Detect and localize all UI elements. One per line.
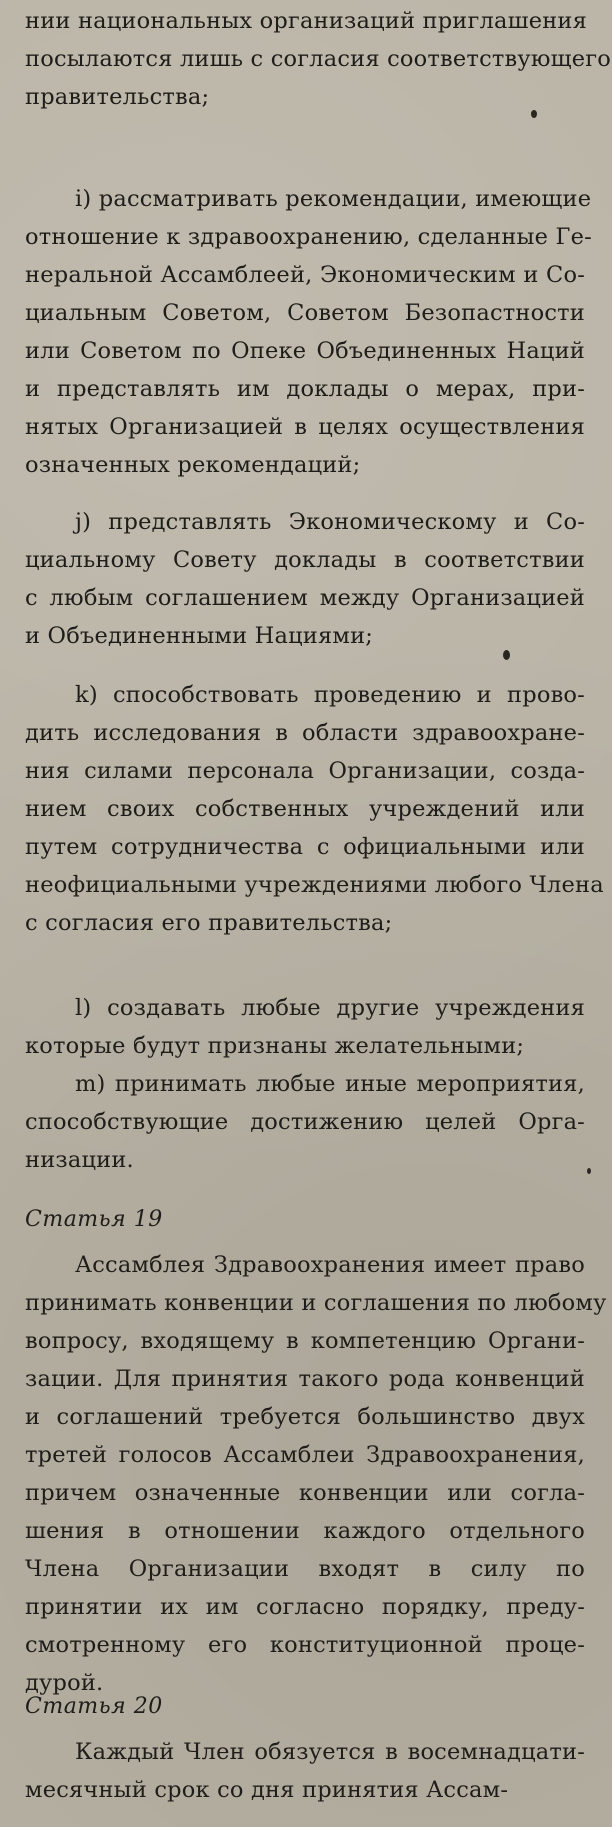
text-line: l) создавать любые другие учреждения [75,995,585,1021]
text-line: принятии их им согласно порядку, преду- [25,1594,585,1620]
text-line: означенных рекомендаций; [25,452,361,478]
text-line: смотренному его конституционной проце- [25,1632,585,1658]
text-line: j) представлять Экономическому и Со- [75,509,585,535]
text-line: неофициальными учреждениями любого Члена [25,872,604,898]
text-line: Ассамблея Здравоохранения имеет право [75,1252,585,1278]
text-line: циальным Советом, Советом Безопастности [25,300,585,326]
text-line: зации. Для принятия такого рода конвенций [25,1366,585,1392]
text-line: низации. [25,1147,134,1173]
ink-speck [503,650,510,660]
text-line: посылаются лишь с согласия соответствующего [25,46,611,72]
text-line: неральной Ассамблеей, Экономическим и Со- [25,262,585,288]
text-line: правительства; [25,84,210,110]
article-20-body [25,1733,585,1809]
text-line: и Объединенными Нациями; [25,623,374,649]
text-line: причем означенные конвенции или согла- [25,1480,585,1506]
article-19-body [25,1246,607,1702]
text-line: нием своих собственных учреждений или [25,796,585,822]
text-line: принимать конвенции и соглашения по любому [25,1290,607,1316]
section-heading: Статья 19 [25,1207,163,1232]
text-line: и представлять им доклады о мерах, при- [25,376,585,402]
text-line: нятых Организацией в целях осуществления [25,414,585,440]
text-line: путем сотрудничества с официальными или [25,834,585,860]
text-line: k) способствовать проведению и прово- [75,682,585,708]
text-line: третей голосов Ассамблеи Здравоохранения, [25,1442,585,1468]
paragraph-j [25,503,585,655]
text-line: ния силами персонала Организации, созда- [25,758,585,784]
paragraph-i [25,180,592,484]
text-line: способствующие достижению целей Орга- [25,1109,585,1135]
section-heading: Статья 20 [25,1694,163,1719]
text-line: которые будут признаны желательными; [25,1033,525,1059]
text-line: шения в отношении каждого отдельного [25,1518,585,1544]
text-line: с любым соглашением между Организацией [25,585,585,611]
text-line: нии национальных организаций приглашения [25,8,588,34]
text-line: дурой. [25,1670,104,1696]
paragraph-l-m [25,989,585,1179]
heading-article-20 [25,1688,585,1726]
text-line: i) рассматривать рекомендации, имеющие [75,186,592,212]
text-line: месячный срок со дня принятия Ассам- [25,1777,509,1803]
text-line: с согласия его правительства; [25,910,393,936]
heading-article-19 [25,1201,585,1239]
text-line: Члена Организации входят в силу по [25,1556,585,1582]
text-line: m) принимать любые иные мероприятия, [75,1071,585,1097]
text-line: или Советом по Опеке Объединенных Наций [25,338,585,364]
ink-speck [587,1168,591,1174]
text-line: вопросу, входящему в компетенцию Органи- [25,1328,585,1354]
text-line: и соглашений требуется большинство двух [25,1404,585,1430]
text-line: Каждый Член обязуется в восемнадцати- [75,1739,585,1765]
ink-speck [531,110,537,118]
text-line: отношение к здравоохранению, сделанные Ге- [25,224,592,250]
paragraph-k [25,676,604,942]
text-line: циальному Совету доклады в соответствии [25,547,585,573]
intro-paragraph-tail [25,2,611,116]
text-line: дить исследования в области здравоохране- [25,720,585,746]
